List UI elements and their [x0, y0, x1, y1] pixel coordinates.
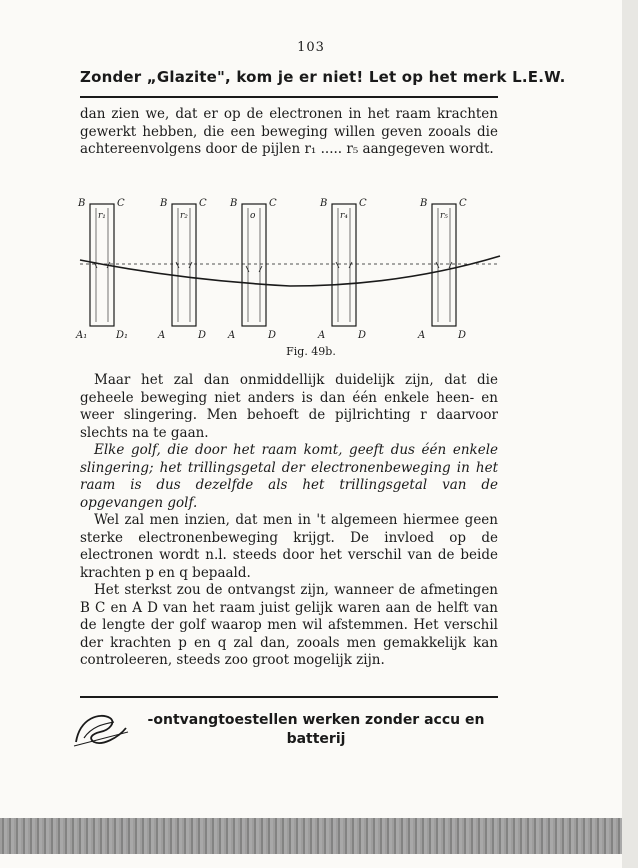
force-arrow — [336, 262, 352, 268]
frame-label: r₅ — [440, 211, 448, 221]
ad-line-1: -ontvangtoestellen werken zonder accu en — [147, 712, 485, 728]
frame-label: C — [459, 198, 467, 209]
figure-caption: Fig. 49b. — [286, 345, 336, 358]
frame-label: A — [318, 330, 326, 340]
page-number: 103 — [297, 40, 325, 55]
frame-label: C — [117, 198, 125, 209]
force-arrow — [246, 266, 262, 272]
body-text — [80, 372, 498, 670]
frame-label: B — [230, 198, 238, 209]
frame-label: B — [160, 198, 168, 209]
wave-frame-diagram — [70, 188, 510, 340]
intro-paragraph: dan zien we, dat er op de electronen in het raam krachten gewerkt hebben, die een beweging willen geven zooals die achtereenvolgens door de pijlen r₁ ..... r₅ aangegeven wordt. — [80, 106, 498, 157]
frame-label: r₁ — [98, 211, 106, 221]
frame-label: A₁ — [76, 330, 88, 340]
frame-rect — [172, 204, 196, 326]
frame-rect — [432, 204, 456, 326]
body-paragraph: Wel zal men inzien, dat men in 't algemeen hiermee geen sterke electronenbeweging krijgt. De invloed op de electronen wordt n.l. steeds door het verschil van de beide krachten p en q bepaald. — [80, 512, 498, 581]
frame-label: r₂ — [180, 211, 188, 221]
frame-label: o — [250, 211, 256, 221]
frame-label: A — [158, 330, 166, 340]
frame-label: B — [420, 198, 428, 209]
wave-curve — [80, 256, 500, 286]
page-edge-shadow — [0, 818, 622, 854]
frame-label: B — [78, 198, 86, 209]
frame-label: A — [228, 330, 236, 340]
frame-label: D — [198, 330, 207, 340]
frame-label: B — [320, 198, 328, 209]
header-rule — [80, 96, 498, 98]
frame-label: C — [359, 198, 367, 209]
advertisement-text — [136, 711, 496, 749]
frame-rect — [332, 204, 356, 326]
frame-label: C — [269, 198, 277, 209]
etiofoon-logo — [70, 708, 132, 750]
footer-rule — [80, 696, 498, 698]
frame-label: A — [418, 330, 426, 340]
frame-label: D — [358, 330, 367, 340]
running-head: Zonder „Glazite", kom je er niet! Let op het merk L.E.W. — [80, 68, 566, 86]
frame-label: D — [268, 330, 277, 340]
body-paragraph: Maar het zal dan onmiddellijk duidelijk zijn, dat die geheele beweging niet anders is dan één enkele heen- en weer slingering. Men behoeft de pijlrichting r daarvoor slechts na te gaan. — [80, 372, 498, 441]
scan-margin — [622, 0, 638, 868]
ad-line-2: batterij — [286, 731, 346, 747]
frame-label: C — [199, 198, 207, 209]
body-paragraph: Elke golf, die door het raam komt, geeft dus één enkele slingering; het trillingsgetal der electronenbeweging in het raam is dus dezelfde als het trillingsgetal van de opgevangen golf. — [80, 442, 498, 511]
frame-label: r₄ — [340, 211, 348, 221]
frame-label: D₁ — [116, 330, 129, 340]
body-paragraph: Het sterkst zou de ontvangst zijn, wanneer de afmetingen B C en A D van het raam juist gelijk waren aan de helft van de lengte der golf waarop men wil afstemmen. Het verschil der krachten p en q zal dan, zooals men gemakkelijk kan controleeren, steeds zoo groot mogelijk zijn. — [80, 582, 498, 668]
force-arrow — [176, 262, 192, 268]
frame-rect — [242, 204, 266, 326]
force-arrow — [436, 262, 452, 268]
frame-label: D — [458, 330, 467, 340]
